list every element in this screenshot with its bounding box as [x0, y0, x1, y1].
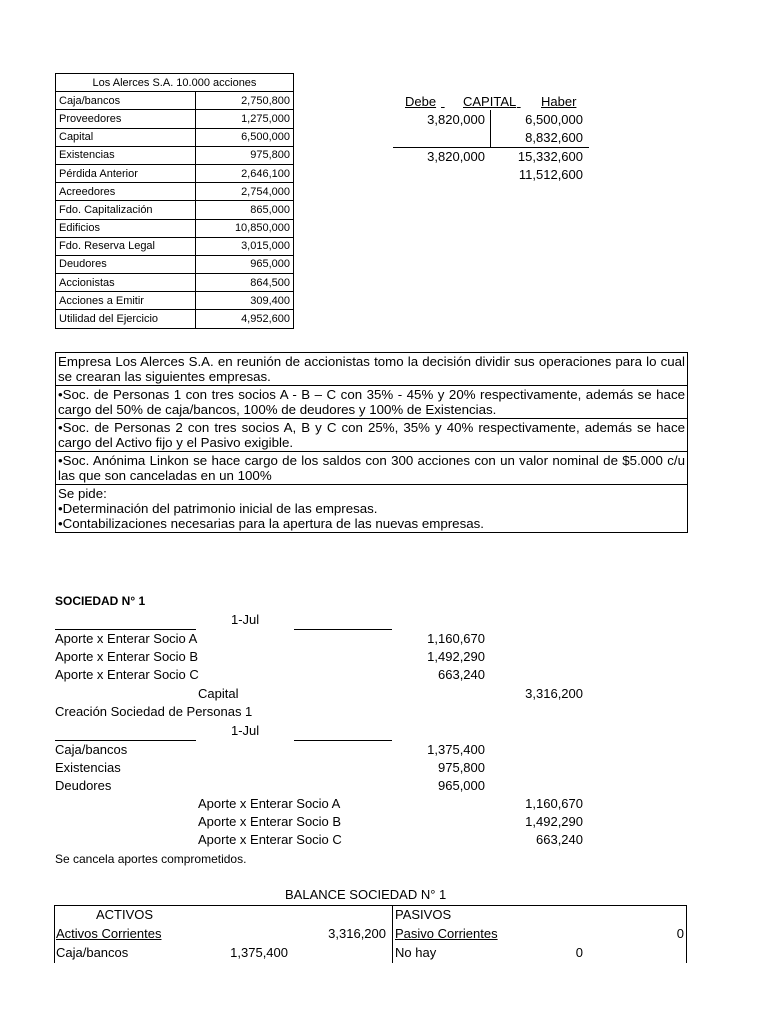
- entry2-debit-value: 965,000: [438, 778, 485, 793]
- t-account-debit-total: 3,820,000: [427, 149, 485, 164]
- balance-row-label: Edificios: [56, 219, 196, 237]
- balance-table: [55, 73, 294, 329]
- balance-row-value: 1,275,000: [196, 110, 294, 128]
- t-account-underline-gap2: [517, 94, 541, 109]
- balance-soc-pasivos: PASIVOS: [395, 907, 452, 922]
- balance-table-row: [56, 110, 294, 128]
- balance-row-value: 965,000: [196, 255, 294, 273]
- entry2-credit-value: 663,240: [536, 832, 583, 847]
- balance-row-value: 2,750,800: [196, 92, 294, 110]
- entry2-debit-value: 1,375,400: [427, 742, 485, 757]
- entry1-line-right: [294, 629, 392, 630]
- entry1-debit-value: 1,492,290: [427, 649, 485, 664]
- balance-row-value: 4,952,600: [196, 310, 294, 328]
- balance-soc-right-border: [686, 905, 687, 963]
- entry2-line-right: [294, 740, 392, 741]
- balance-row-value: 2,754,000: [196, 183, 294, 201]
- balance-row-value: 309,400: [196, 292, 294, 310]
- entry2-debit-label: Deudores: [55, 778, 112, 793]
- t-account-balance: 11,512,600: [518, 167, 583, 182]
- balance-table-row: [56, 164, 294, 182]
- entry1-debit-value: 663,240: [438, 667, 485, 682]
- balance-row-value: 10,850,000: [196, 219, 294, 237]
- t-account-haber-label: Haber: [541, 94, 577, 109]
- balance-soc-no-hay-value: 0: [575, 945, 583, 960]
- balance-table-row: [56, 310, 294, 328]
- entry2-credit-label: Aporte x Enterar Socio C: [198, 832, 342, 847]
- balance-table-row: [56, 92, 294, 110]
- balance-row-label: Existencias: [56, 146, 196, 164]
- balance-row-label: Deudores: [56, 255, 196, 273]
- t-account-credit-1: 6,500,000: [525, 112, 583, 127]
- balance-table-row: [56, 237, 294, 255]
- balance-table-row: [56, 183, 294, 201]
- balance-soc-middle-border: [392, 905, 393, 963]
- balance-table-header: [56, 74, 294, 92]
- balance-soc-pasivo-corrientes: Pasivo Corrientes: [395, 926, 498, 941]
- balance-soc-activos: ACTIVOS: [96, 907, 154, 922]
- balance-row-value: 975,800: [196, 146, 294, 164]
- entry1-debit-label: Aporte x Enterar Socio B: [55, 649, 199, 664]
- balance-row-label: Fdo. Capitalización: [56, 201, 196, 219]
- balance-row-label: Capital: [56, 128, 196, 146]
- entry1-credit-value: 3,316,200: [525, 686, 583, 701]
- entry1-gloss: Creación Sociedad de Personas 1: [55, 704, 253, 719]
- balance-row-value: 864,500: [196, 274, 294, 292]
- se-pide-item: •Contabilizaciones necesarias para la apertura de las nuevas empresas.: [58, 516, 484, 531]
- balance-row-value: 3,015,000: [196, 237, 294, 255]
- entry2-credit-value: 1,160,670: [525, 796, 583, 811]
- balance-row-value: 6,500,000: [196, 128, 294, 146]
- balance-soc-left-border: [54, 905, 55, 963]
- balance-soc-caja-label: Caja/bancos: [56, 945, 129, 960]
- balance-row-label: Acreedores: [56, 183, 196, 201]
- balance-table-title: Los Alerces S.A. 10.000 acciones: [56, 74, 294, 92]
- entry2-date: 1-Jul: [231, 723, 260, 738]
- balance-table-row: [56, 219, 294, 237]
- entry2-credit-value: 1,492,290: [525, 814, 583, 829]
- entry2-debit-value: 975,800: [438, 760, 485, 775]
- balance-row-value: 865,000: [196, 201, 294, 219]
- se-pide-title: Se pide:: [58, 486, 107, 501]
- balance-table-row: [56, 274, 294, 292]
- entry2-credit-label: Aporte x Enterar Socio B: [198, 814, 342, 829]
- balance-row-label: Fdo. Reserva Legal: [56, 237, 196, 255]
- balance-soc-title: BALANCE SOCIEDAD N° 1: [285, 887, 447, 902]
- t-account-credit-total: 15,332,600: [517, 149, 583, 164]
- balance-table-row: [56, 146, 294, 164]
- balance-soc-no-hay: No hay: [395, 945, 437, 960]
- instructions-box: [55, 352, 688, 533]
- balance-soc-activos-corrientes: Activos Corrientes: [56, 926, 162, 941]
- balance-soc-pasivo-corrientes-total: 0: [676, 926, 684, 941]
- se-pide-block: [56, 485, 687, 532]
- balance-soc-top-border: [54, 905, 687, 906]
- instruction-soc-anonima: •Soc. Anónima Linkon se hace cargo de los saldos con 300 acciones con un valor nominal de $5.000 c/u las que son canceladas en un 100%: [58, 453, 685, 483]
- entry1-debit-label: Aporte x Enterar Socio A: [55, 631, 198, 646]
- t-account-vertical-line: [490, 110, 491, 147]
- t-account-credit-2: 8,832,600: [525, 130, 583, 145]
- entry2-gloss: Se cancela aportes comprometidos.: [55, 852, 247, 866]
- instruction-soc-personas-2: •Soc. de Personas 2 con tres socios A, B y C con 25%, 35% y 40% respectivamente, además se hace cargo del Activo fijo y el Pasivo exigible.: [58, 420, 685, 450]
- entry2-debit-label: Existencias: [55, 760, 121, 775]
- balance-table-row: [56, 128, 294, 146]
- t-account-title: CAPITAL: [463, 94, 517, 109]
- balance-soc-activos-corrientes-total: 3,316,200: [328, 926, 386, 941]
- entry1-debit-value: 1,160,670: [427, 631, 485, 646]
- entry2-line-left: [55, 740, 196, 741]
- entry1-date: 1-Jul: [231, 612, 260, 627]
- t-account-total-line: [393, 147, 589, 148]
- balance-row-label: Accionistas: [56, 274, 196, 292]
- balance-row-label: Proveedores: [56, 110, 196, 128]
- entry2-credit-label: Aporte x Enterar Socio A: [198, 796, 341, 811]
- entry2-debit-label: Caja/bancos: [55, 742, 128, 757]
- entry1-debit-label: Aporte x Enterar Socio C: [55, 667, 199, 682]
- balance-table-row: [56, 292, 294, 310]
- t-account-debe-label: Debe: [405, 94, 437, 109]
- entry1-line-left: [55, 629, 196, 630]
- instruction-soc-personas-1: •Soc. de Personas 1 con tres socios A - B – C con 35% - 45% y 20% respectivamente, además se hace cargo del 50% de caja/bancos, 100% de deudores y 100% de Existencias.: [58, 387, 685, 417]
- entry1-credit-label: Capital: [198, 686, 239, 701]
- sociedad-heading: SOCIEDAD N° 1: [55, 594, 146, 608]
- balance-table-row: [56, 201, 294, 219]
- t-account-debit-1: 3,820,000: [427, 112, 485, 127]
- balance-soc-caja-value: 1,375,400: [230, 945, 288, 960]
- balance-row-label: Pérdida Anterior: [56, 164, 196, 182]
- balance-table-row: [56, 255, 294, 273]
- balance-row-value: 2,646,100: [196, 164, 294, 182]
- balance-row-label: Caja/bancos: [56, 92, 196, 110]
- t-account-underline-gap: [441, 94, 448, 109]
- instruction-intro: Empresa Los Alerces S.A. en reunión de accionistas tomo la decisión dividir sus operaciones para lo cual se crearan las siguientes empresas.: [58, 354, 685, 384]
- se-pide-item: •Determinación del patrimonio inicial de las empresas.: [58, 501, 378, 516]
- balance-row-label: Utilidad del Ejercicio: [56, 310, 196, 328]
- balance-row-label: Acciones a Emitir: [56, 292, 196, 310]
